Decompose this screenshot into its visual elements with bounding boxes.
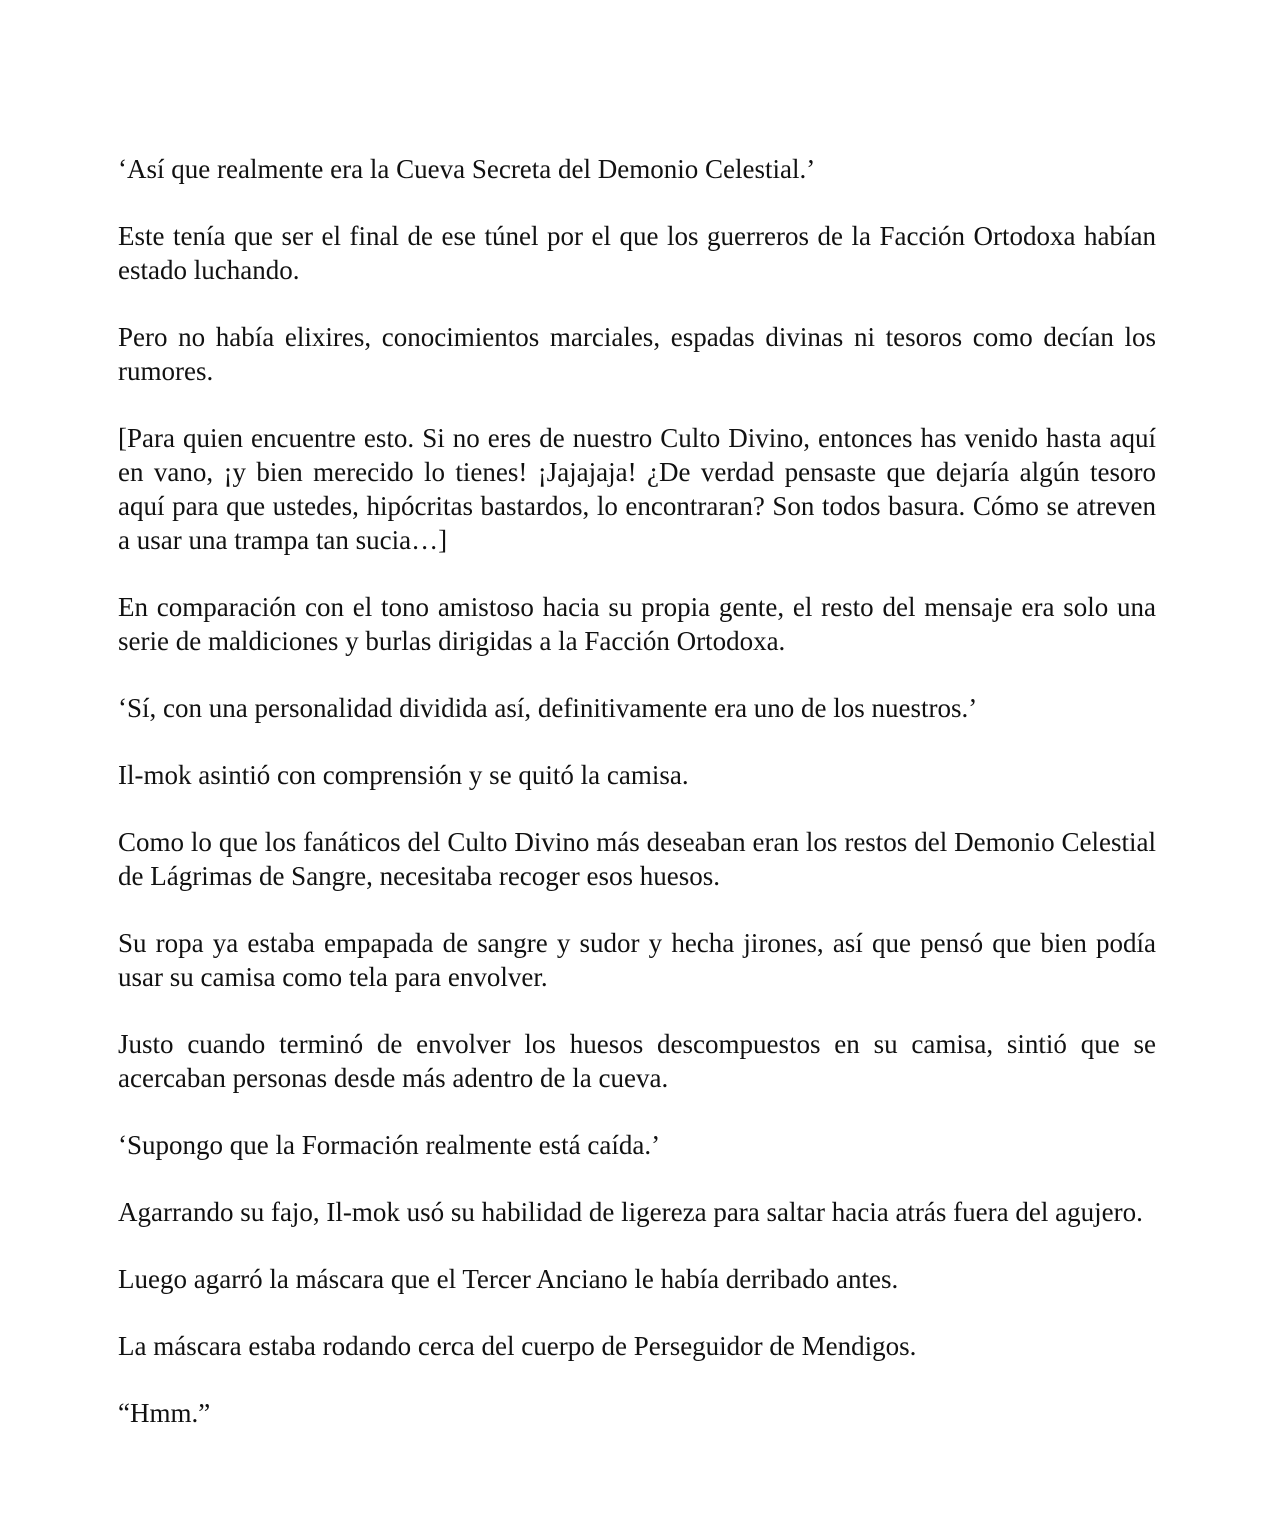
paragraph-12: Agarrando su fajo, Il-mok usó su habilidad de ligereza para saltar hacia atrás fuera del agujero.	[118, 1197, 1143, 1227]
paragraph-6: ‘Sí, con una personalidad dividida así, definitivamente era uno de los nuestros.’	[118, 693, 978, 723]
paragraph-11: ‘Supongo que la Formación realmente está caída.’	[118, 1130, 661, 1160]
paragraph-10: Justo cuando terminó de envolver los huesos descompuestos en su camisa, sintió que se acercaban personas desde más adentro de la cueva.	[118, 1029, 1156, 1093]
document-body	[118, 152, 1156, 1463]
paragraph-15: “Hmm.”	[118, 1398, 211, 1428]
paragraph-13: Luego agarró la máscara que el Tercer Anciano le había derribado antes.	[118, 1264, 899, 1294]
paragraph-14: La máscara estaba rodando cerca del cuerpo de Perseguidor de Mendigos.	[118, 1331, 917, 1361]
paragraph-8: Como lo que los fanáticos del Culto Divino más deseaban eran los restos del Demonio Celestial de Lágrimas de Sangre, necesitaba recoger esos huesos.	[118, 827, 1156, 891]
paragraph-2: Este tenía que ser el final de ese túnel por el que los guerreros de la Facción Ortodoxa habían estado luchando.	[118, 221, 1156, 285]
paragraph-9: Su ropa ya estaba empapada de sangre y sudor y hecha jirones, así que pensó que bien podía usar su camisa como tela para envolver.	[118, 928, 1156, 992]
paragraph-5: En comparación con el tono amistoso hacia su propia gente, el resto del mensaje era solo una serie de maldiciones y burlas dirigidas a la Facción Ortodoxa.	[118, 592, 1156, 656]
paragraph-7: Il-mok asintió con comprensión y se quitó la camisa.	[118, 760, 689, 790]
paragraph-3: Pero no había elixires, conocimientos marciales, espadas divinas ni tesoros como decían los rumores.	[118, 322, 1156, 386]
paragraph-1: ‘Así que realmente era la Cueva Secreta del Demonio Celestial.’	[118, 154, 816, 184]
paragraph-4: [Para quien encuentre esto. Si no eres de nuestro Culto Divino, entonces has venido hasta aquí en vano, ¡y bien merecido lo tienes! ¡Jajajaja! ¿De verdad pensaste que dejaría algún tesoro aquí para que ustedes, hipócritas bastardos, lo encontraran? Son todos basura. Cómo se atreven a usar una trampa tan sucia…]	[118, 423, 1156, 555]
